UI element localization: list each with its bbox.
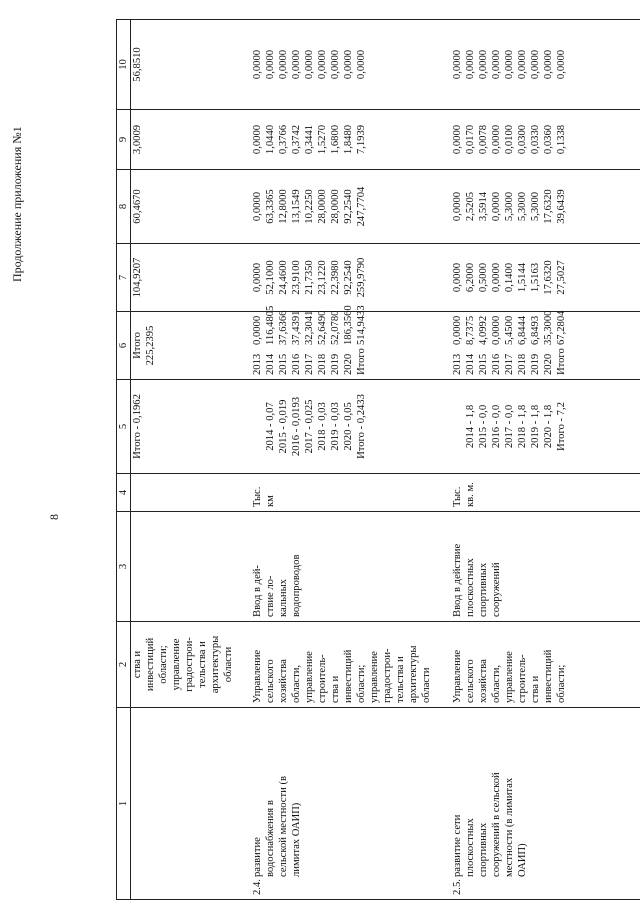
indicator-cell: Ввод в дей- ствие ло- кальных водопроводов bbox=[251, 512, 451, 622]
cell-empty bbox=[131, 708, 252, 900]
value-cell: 0,0000 0,0000 0,0000 0,0000 0,0000 0,0000 0,0000 0,0000 0,0000 bbox=[451, 20, 640, 110]
responsible-cell: Управление сельского хозяйства области, управление строитель- ства и инвестиций области; bbox=[451, 622, 640, 708]
row-code: 2.4. bbox=[252, 879, 263, 895]
value-cell: 0,0000 2,5205 3,5914 0,0000 5,3000 5,3000 5,3000 17,6320 39,6439 bbox=[451, 170, 640, 244]
column-number: 2 bbox=[117, 622, 131, 708]
continuation-row bbox=[131, 20, 252, 900]
target-values-cell: 2014 - 0,07 2015 - 0,019 2016 - 0,0193 2017 - 0,025 2018 - 0,03 2019 - 0,03 2020 - 0,05 Итого - 0,2433 bbox=[251, 380, 451, 474]
value-cell: 104,9207 bbox=[131, 244, 252, 312]
appendix-note: Продолжение приложения №1 bbox=[10, 126, 24, 282]
value-cell: 0,0000 1,0440 0,3766 0,3742 0,3441 1,5270 1,6800 1,8480 7,1939 bbox=[251, 110, 451, 170]
column-number: 5 bbox=[117, 380, 131, 474]
column-number: 10 bbox=[117, 20, 131, 110]
responsible-cell: Управление сельского хозяйства области, управление строитель- ства и инвестиций области; управление градострои- тельства и архитектуры области bbox=[251, 622, 451, 708]
unit-cell: Тыс. км bbox=[251, 474, 451, 512]
table-row bbox=[251, 20, 451, 900]
value-cell: 0,0000 52,1000 24,4600 23,9100 21,7350 23,1220 22,3980 92,2540 259,9790 bbox=[251, 244, 451, 312]
column-number: 6 bbox=[117, 312, 131, 380]
cell-empty bbox=[131, 474, 252, 512]
table-row bbox=[451, 20, 640, 900]
total-indicator-cell: Итого - 0,1962 bbox=[131, 380, 252, 474]
column-number: 4 bbox=[117, 474, 131, 512]
year-and-total-cell: 20130,0000 20148,7375 20154,0992 20160,0000 20175,4500 20186,8444 20196,8493 202035,3000 Итого67,2804 bbox=[451, 312, 640, 380]
measure-cell: 2.5.развитие сети плоскостных спортивных сооружений в сельской местности (в лимитах ОАИП) bbox=[451, 708, 640, 900]
column-numbers-row bbox=[117, 20, 131, 900]
total-cell: Итого 225,2395 bbox=[131, 312, 252, 380]
year-and-total-cell: 20130,0000 2014116,4805 201537,6366 201637,4391 201732,3041 201852,6490 201952,0780 2020186,3560 Итого514,9433 bbox=[251, 312, 451, 380]
measure-cell: 2.4.развитие водоснабжения в сельской местности (в лимитах ОАИП) bbox=[251, 708, 451, 900]
value-cell: 56,8510 bbox=[131, 20, 252, 110]
column-number: 1 bbox=[117, 708, 131, 900]
cell-empty bbox=[131, 512, 252, 622]
value-cell: 0,0000 0,0170 0,0078 0,0000 0,0100 0,0300 0,0330 0,0360 0,1338 bbox=[451, 110, 640, 170]
indicator-cell: Ввод в действие плоскостных спортивных сооружений bbox=[451, 512, 640, 622]
value-cell: 0,0000 0,0000 0,0000 0,0000 0,0000 0,0000 0,0000 0,0000 0,0000 bbox=[251, 20, 451, 110]
target-values-cell: 2014 - 1,8 2015 - 0,0 2016 - 0,0 2017 - 0,0 2018 - 1,8 2019 - 1,8 2020 - 1,8 Итого - 7,2 bbox=[451, 380, 640, 474]
value-cell: 0,0000 63,3365 12,8000 13,1549 10,2250 28,0000 28,0000 92,2540 247,7704 bbox=[251, 170, 451, 244]
column-number: 7 bbox=[117, 244, 131, 312]
unit-cell: Тыс. кв. м. bbox=[451, 474, 640, 512]
column-number: 3 bbox=[117, 512, 131, 622]
value-cell: 0,0000 6,2000 0,5000 0,0000 0,1400 1,5144 1,5163 17,6320 27,5027 bbox=[451, 244, 640, 312]
responsible-cell: ства и инвестиций области; управление градострои- тельства и архитектуры области bbox=[131, 622, 252, 708]
page-number: 8 bbox=[47, 514, 61, 520]
column-number: 8 bbox=[117, 170, 131, 244]
row-code: 2.5. bbox=[452, 879, 463, 895]
value-cell: 60,4670 bbox=[131, 170, 252, 244]
column-number: 9 bbox=[117, 110, 131, 170]
program-table bbox=[116, 19, 640, 900]
value-cell: 3,0009 bbox=[131, 110, 252, 170]
